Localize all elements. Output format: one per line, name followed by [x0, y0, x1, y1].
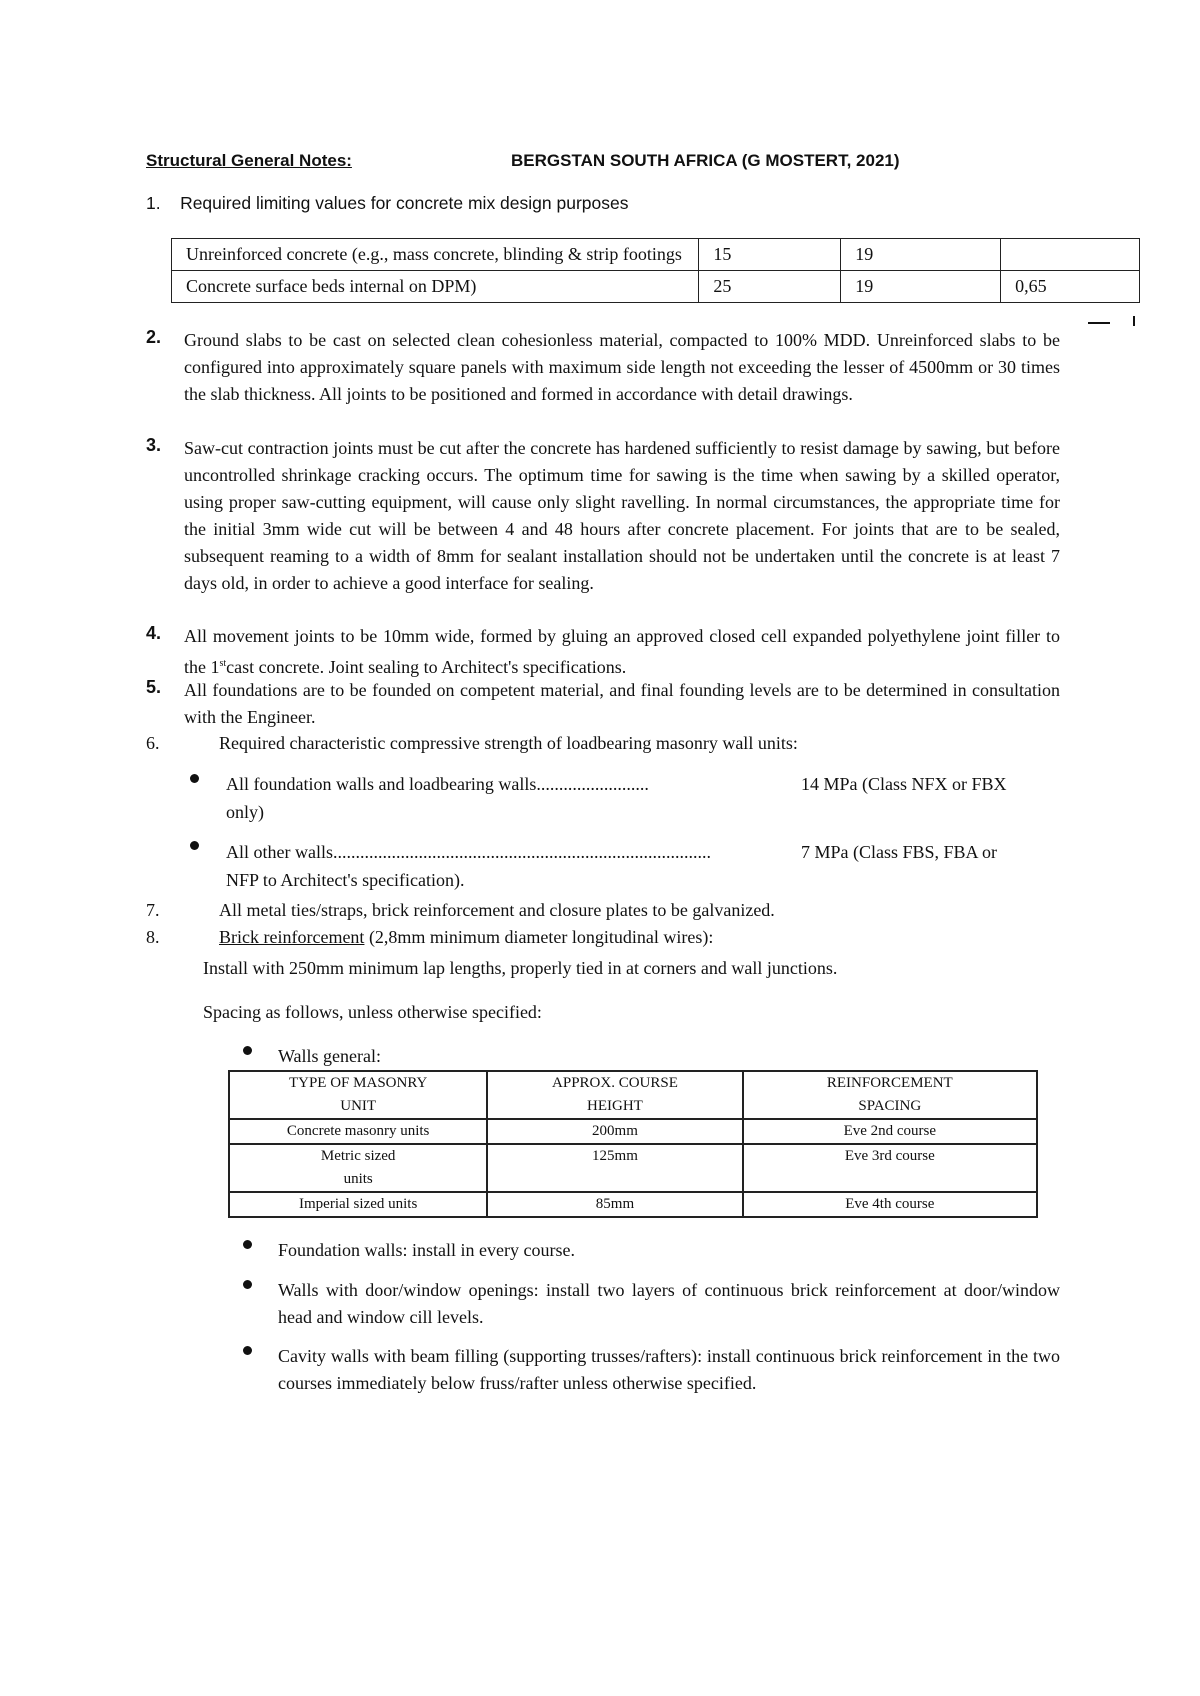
bullet-icon	[243, 1280, 252, 1289]
bullet-value: 7 MPa (Class FBS, FBA or	[801, 842, 998, 862]
note-8-number: 8.	[146, 927, 160, 947]
table-cell: Eve 2nd course	[743, 1119, 1037, 1144]
table-row	[172, 271, 1140, 303]
note-5-number: 5.	[146, 677, 162, 697]
table-edge-mark	[1088, 322, 1110, 324]
note-5-text: All foundations are to be founded on competent material, and final founding levels are to be determined in consultation with the Engineer.	[184, 680, 1060, 727]
bullet-icon	[243, 1046, 252, 1055]
table-cell: 25	[699, 271, 841, 303]
table-row	[172, 239, 1140, 271]
table-cell: 125mm	[487, 1144, 742, 1192]
bullet-icon	[243, 1346, 252, 1355]
bullet-continuation: NFP to Architect's specification).	[226, 870, 465, 890]
note-6-number: 6.	[146, 733, 160, 753]
note-7-text: All metal ties/straps, brick reinforcement and closure plates to be galvanized.	[219, 900, 775, 920]
bullet-icon	[190, 841, 199, 850]
table-cell: 85mm	[487, 1192, 742, 1217]
note-7-number: 7.	[146, 900, 160, 920]
table-cell: Concrete masonry units	[229, 1119, 487, 1144]
note-4-text: All movement joints to be 10mm wide, formed by gluing an approved closed cell expanded polyethylene joint filler to the 1stcast concrete. Joint sealing to Architect's specifications.	[184, 626, 1060, 677]
note-3-number: 3.	[146, 435, 162, 455]
bullet-icon	[190, 774, 199, 783]
table-cell: Metric sized units	[229, 1144, 487, 1192]
table-header-row	[229, 1071, 1037, 1119]
table-cell: Concrete surface beds internal on DPM)	[172, 271, 699, 303]
note-8-title: Brick reinforcement	[219, 927, 365, 947]
table-cell	[1001, 239, 1140, 271]
walls-general-label: Walls general:	[278, 1046, 382, 1066]
note-1	[146, 193, 628, 214]
table-row	[229, 1119, 1037, 1144]
bullet-value: 14 MPa (Class NFX or FBX	[801, 774, 1007, 794]
note-2-text: Ground slabs to be cast on selected clean cohesionless material, compacted to 100% MDD. Unreinforced slabs to be configured into approximately square panels with maximum side length not exceeding the lesser of 4500mm or 30 times the slab thickness. All joints to be positioned and formed in accordance with detail drawings.	[184, 330, 1060, 404]
note-6-text: Required characteristic compressive strength of loadbearing masonry wall units:	[219, 733, 798, 753]
table-cell: Imperial sized units	[229, 1192, 487, 1217]
table-cell: 0,65	[1001, 271, 1140, 303]
openings-note: Walls with door/window openings: install two layers of continuous brick reinforcement at door/window head and window cill levels.	[278, 1280, 1060, 1327]
table-edge-mark	[1133, 316, 1135, 326]
table-cell: 19	[841, 239, 1001, 271]
spacing-instruction: Spacing as follows, unless otherwise specified:	[203, 1002, 542, 1022]
table-cell: Eve 3rd course	[743, 1144, 1037, 1192]
bullet-label: All foundation walls and loadbearing walls.........................	[226, 774, 649, 794]
table-cell: 15	[699, 239, 841, 271]
bullet-label: All other walls....................................................................................	[226, 842, 711, 862]
reinforcement-spacing-table	[228, 1070, 1038, 1218]
note-3-text: Saw-cut contraction joints must be cut after the concrete has hardened sufficiently to resist damage by sawing, but before uncontrolled shrinkage cracking occurs. The optimum time for sawing is the time when sawing by a skilled operator, using proper saw-cutting equipment, will cause only slight ravelling. In normal circumstances, the appropriate time for the initial 3mm wide cut will be between 4 and 48 hours after concrete placement. For joints that are to be sealed, subsequent reaming to a width of 8mm for sealant installation should not be undertaken until the concrete is at least 7 days old, in order to achieve a good interface for sealing.	[184, 438, 1060, 593]
column-header: APPROX. COURSE HEIGHT	[487, 1071, 742, 1119]
install-instruction: Install with 250mm minimum lap lengths, properly tied in at corners and wall junctions.	[203, 958, 838, 978]
table-row	[229, 1192, 1037, 1217]
document-title: Structural General Notes:	[146, 151, 352, 170]
bullet-icon	[243, 1240, 252, 1249]
table-cell: 19	[841, 271, 1001, 303]
document-author: BERGSTAN SOUTH AFRICA (G MOSTERT, 2021)	[511, 151, 900, 170]
foundation-walls-note: Foundation walls: install in every course.	[278, 1240, 575, 1260]
note-2-number: 2.	[146, 327, 162, 347]
note-4-number: 4.	[146, 623, 162, 643]
note-number: 1.	[146, 193, 161, 213]
bullet-continuation: only)	[226, 802, 264, 822]
cavity-walls-note: Cavity walls with beam filling (supporting trusses/rafters): install continuous brick reinforcement in the two courses immediately below fruss/rafter unless otherwise specified.	[278, 1346, 1060, 1393]
superscript: st	[219, 658, 227, 669]
table-row	[229, 1144, 1037, 1192]
concrete-mix-table	[171, 238, 1140, 303]
note-8-text: Brick reinforcement (2,8mm minimum diameter longitudinal wires):	[219, 927, 714, 947]
column-header: REINFORCEMENT SPACING	[743, 1071, 1037, 1119]
note-text: Required limiting values for concrete mix design purposes	[180, 193, 629, 213]
table-cell: Unreinforced concrete (e.g., mass concrete, blinding & strip footings	[172, 239, 699, 271]
column-header: TYPE OF MASONRY UNIT	[229, 1071, 487, 1119]
table-cell: Eve 4th course	[743, 1192, 1037, 1217]
table-cell: 200mm	[487, 1119, 742, 1144]
